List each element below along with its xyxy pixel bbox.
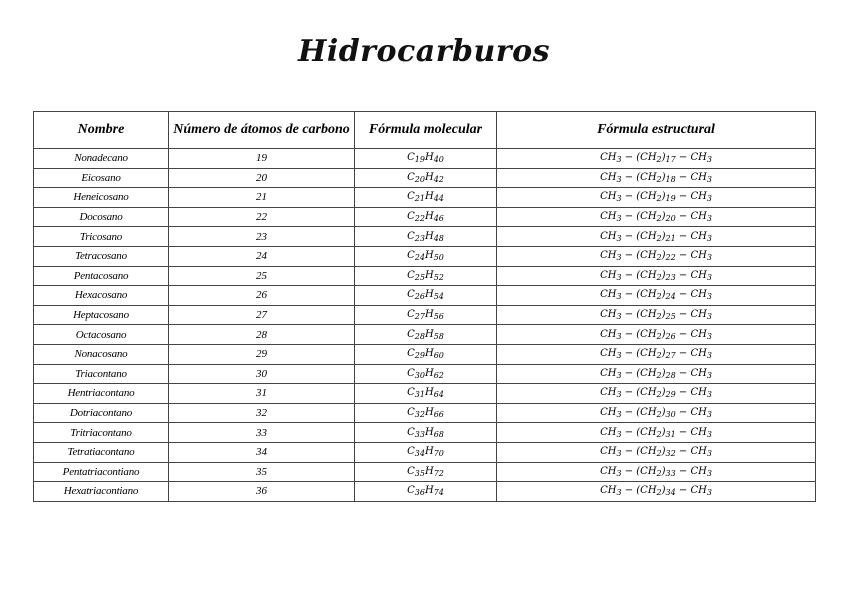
- ch2-count: 22: [665, 253, 676, 263]
- ch2-count: 19: [665, 194, 676, 204]
- header-molecular: Fórmula molecular: [355, 112, 497, 149]
- table-row: [34, 344, 816, 364]
- cell-structural-formula: $CH_3 - (CH_2)_{27} - CH_3$: [497, 344, 816, 364]
- hydrogen-subscript: 46: [433, 214, 444, 224]
- cell-molecular-formula: $C_{25}H_{52}$: [355, 266, 497, 286]
- carbon-subscript: 30: [414, 370, 425, 380]
- cell-carbons: 29: [169, 344, 355, 364]
- cell-structural-formula: $CH_3 - (CH_2)_{20} - CH_3$: [497, 207, 816, 227]
- cell-molecular-formula: $C_{26}H_{54}$: [355, 286, 497, 306]
- cell-carbons: 20: [169, 168, 355, 188]
- carbon-subscript: 22: [414, 214, 425, 224]
- table-row: [34, 227, 816, 247]
- ch2-count: 18: [665, 174, 676, 184]
- table-row: [34, 403, 816, 423]
- cell-molecular-formula: $C_{35}H_{72}$: [355, 462, 497, 482]
- ch2-count: 32: [665, 449, 676, 459]
- cell-structural-formula: $CH_3 - (CH_2)_{26} - CH_3$: [497, 325, 816, 345]
- hydrogen-subscript: 58: [433, 331, 444, 341]
- hydrogen-subscript: 72: [433, 468, 444, 478]
- ch2-count: 20: [665, 214, 676, 224]
- cell-name: Tetracosano: [34, 246, 169, 266]
- cell-structural-formula: $CH_3 - (CH_2)_{31} - CH_3$: [497, 423, 816, 443]
- carbon-subscript: 34: [414, 449, 425, 459]
- carbon-subscript: 21: [414, 194, 425, 204]
- cell-molecular-formula: $C_{27}H_{56}$: [355, 305, 497, 325]
- cell-structural-formula: $CH_3 - (CH_2)_{32} - CH_3$: [497, 442, 816, 462]
- cell-molecular-formula: $C_{23}H_{48}$: [355, 227, 497, 247]
- cell-carbons: 22: [169, 207, 355, 227]
- cell-name: Nonadecano: [34, 149, 169, 169]
- cell-name: Tricosano: [34, 227, 169, 247]
- cell-molecular-formula: $C_{34}H_{70}$: [355, 442, 497, 462]
- cell-structural-formula: $CH_3 - (CH_2)_{25} - CH_3$: [497, 305, 816, 325]
- ch2-count: 23: [665, 272, 676, 282]
- cell-structural-formula: $CH_3 - (CH_2)_{19} - CH_3$: [497, 188, 816, 208]
- cell-molecular-formula: $C_{30}H_{62}$: [355, 364, 497, 384]
- table-row: [34, 325, 816, 345]
- cell-name: Triacontano: [34, 364, 169, 384]
- cell-name: Dotriacontano: [34, 403, 169, 423]
- cell-carbons: 32: [169, 403, 355, 423]
- cell-carbons: 24: [169, 246, 355, 266]
- hydrogen-subscript: 54: [433, 292, 444, 302]
- hydrogen-subscript: 68: [433, 429, 444, 439]
- table-row: [34, 482, 816, 502]
- cell-structural-formula: $CH_3 - (CH_2)_{28} - CH_3$: [497, 364, 816, 384]
- table-row: [34, 207, 816, 227]
- cell-molecular-formula: $C_{36}H_{74}$: [355, 482, 497, 502]
- ch2-count: 27: [665, 351, 676, 361]
- table-row: [34, 188, 816, 208]
- cell-name: Docosano: [34, 207, 169, 227]
- cell-name: Heptacosano: [34, 305, 169, 325]
- carbon-subscript: 32: [414, 410, 425, 420]
- cell-structural-formula: $CH_3 - (CH_2)_{30} - CH_3$: [497, 403, 816, 423]
- carbon-subscript: 23: [414, 233, 425, 243]
- cell-name: Pentatriacontiano: [34, 462, 169, 482]
- cell-name: Octacosano: [34, 325, 169, 345]
- cell-structural-formula: $CH_3 - (CH_2)_{24} - CH_3$: [497, 286, 816, 306]
- carbon-subscript: 26: [414, 292, 425, 302]
- carbon-subscript: 27: [414, 312, 425, 322]
- carbon-subscript: 19: [414, 155, 425, 165]
- cell-carbons: 30: [169, 364, 355, 384]
- hydrogen-subscript: 50: [433, 253, 444, 263]
- cell-name: Heneicosano: [34, 188, 169, 208]
- carbon-subscript: 20: [414, 174, 425, 184]
- cell-molecular-formula: $C_{29}H_{60}$: [355, 344, 497, 364]
- table-row: [34, 246, 816, 266]
- cell-name: Hexacosano: [34, 286, 169, 306]
- table-row: [34, 423, 816, 443]
- hydrogen-subscript: 56: [433, 312, 444, 322]
- ch2-count: 28: [665, 370, 676, 380]
- hydrogen-subscript: 62: [433, 370, 444, 380]
- header-structural: Fórmula estructural: [497, 112, 816, 149]
- table-row: [34, 462, 816, 482]
- cell-carbons: 26: [169, 286, 355, 306]
- ch2-count: 24: [665, 292, 676, 302]
- cell-structural-formula: $CH_3 - (CH_2)_{18} - CH_3$: [497, 168, 816, 188]
- cell-structural-formula: $CH_3 - (CH_2)_{29} - CH_3$: [497, 384, 816, 404]
- table-row: [34, 305, 816, 325]
- cell-name: Hentriacontano: [34, 384, 169, 404]
- table-row: [34, 168, 816, 188]
- cell-name: Pentacosano: [34, 266, 169, 286]
- table-row: [34, 384, 816, 404]
- cell-structural-formula: $CH_3 - (CH_2)_{23} - CH_3$: [497, 266, 816, 286]
- hydrogen-subscript: 44: [433, 194, 444, 204]
- cell-carbons: 23: [169, 227, 355, 247]
- cell-carbons: 33: [169, 423, 355, 443]
- carbon-subscript: 25: [414, 272, 425, 282]
- cell-structural-formula: $CH_3 - (CH_2)_{21} - CH_3$: [497, 227, 816, 247]
- ch2-count: 25: [665, 312, 676, 322]
- table-row: [34, 286, 816, 306]
- cell-name: Hexatriacontiano: [34, 482, 169, 502]
- hydrogen-subscript: 48: [433, 233, 444, 243]
- cell-carbons: 28: [169, 325, 355, 345]
- hydrogen-subscript: 40: [433, 155, 444, 165]
- hydrogen-subscript: 52: [433, 272, 444, 282]
- cell-name: Tritriacontano: [34, 423, 169, 443]
- ch2-count: 26: [665, 331, 676, 341]
- carbon-subscript: 24: [414, 253, 425, 263]
- header-carbons: Número de átomos de carbono: [169, 112, 355, 149]
- hydrogen-subscript: 74: [433, 488, 444, 498]
- cell-name: Eicosano: [34, 168, 169, 188]
- table-body: [34, 149, 816, 502]
- cell-structural-formula: $CH_3 - (CH_2)_{17} - CH_3$: [497, 149, 816, 169]
- hydrogen-subscript: 70: [433, 449, 444, 459]
- ch2-count: 34: [665, 488, 676, 498]
- hydrocarbon-table: [33, 111, 816, 502]
- hydrogen-subscript: 64: [433, 390, 444, 400]
- table-row: [34, 364, 816, 384]
- ch2-count: 29: [665, 390, 676, 400]
- ch2-count: 21: [665, 233, 676, 243]
- cell-molecular-formula: $C_{20}H_{42}$: [355, 168, 497, 188]
- ch2-count: 33: [665, 468, 676, 478]
- carbon-subscript: 35: [414, 468, 425, 478]
- ch2-count: 30: [665, 410, 676, 420]
- cell-carbons: 31: [169, 384, 355, 404]
- table-row: [34, 266, 816, 286]
- cell-carbons: 25: [169, 266, 355, 286]
- cell-molecular-formula: $C_{31}H_{64}$: [355, 384, 497, 404]
- carbon-subscript: 29: [414, 351, 425, 361]
- ch2-count: 17: [665, 155, 676, 165]
- table-row: [34, 442, 816, 462]
- cell-carbons: 35: [169, 462, 355, 482]
- hydrogen-subscript: 42: [433, 174, 444, 184]
- hydrogen-subscript: 66: [433, 410, 444, 420]
- table-row: [34, 149, 816, 169]
- cell-structural-formula: $CH_3 - (CH_2)_{33} - CH_3$: [497, 462, 816, 482]
- cell-carbons: 27: [169, 305, 355, 325]
- cell-carbons: 34: [169, 442, 355, 462]
- carbon-subscript: 33: [414, 429, 425, 439]
- carbon-subscript: 31: [414, 390, 425, 400]
- cell-molecular-formula: $C_{32}H_{66}$: [355, 403, 497, 423]
- cell-molecular-formula: $C_{24}H_{50}$: [355, 246, 497, 266]
- cell-structural-formula: $CH_3 - (CH_2)_{34} - CH_3$: [497, 482, 816, 502]
- carbon-subscript: 36: [414, 488, 425, 498]
- ch2-count: 31: [665, 429, 676, 439]
- carbon-subscript: 28: [414, 331, 425, 341]
- cell-name: Nonacosano: [34, 344, 169, 364]
- page-title: Hidrocarburos: [297, 34, 551, 69]
- table-header-row: [34, 112, 816, 149]
- cell-molecular-formula: $C_{19}H_{40}$: [355, 149, 497, 169]
- hydrogen-subscript: 60: [433, 351, 444, 361]
- cell-carbons: 21: [169, 188, 355, 208]
- header-name: Nombre: [34, 112, 169, 149]
- cell-molecular-formula: $C_{22}H_{46}$: [355, 207, 497, 227]
- cell-structural-formula: $CH_3 - (CH_2)_{22} - CH_3$: [497, 246, 816, 266]
- cell-carbons: 19: [169, 149, 355, 169]
- cell-carbons: 36: [169, 482, 355, 502]
- cell-molecular-formula: $C_{28}H_{58}$: [355, 325, 497, 345]
- cell-molecular-formula: $C_{33}H_{68}$: [355, 423, 497, 443]
- cell-molecular-formula: $C_{21}H_{44}$: [355, 188, 497, 208]
- cell-name: Tetratiacontano: [34, 442, 169, 462]
